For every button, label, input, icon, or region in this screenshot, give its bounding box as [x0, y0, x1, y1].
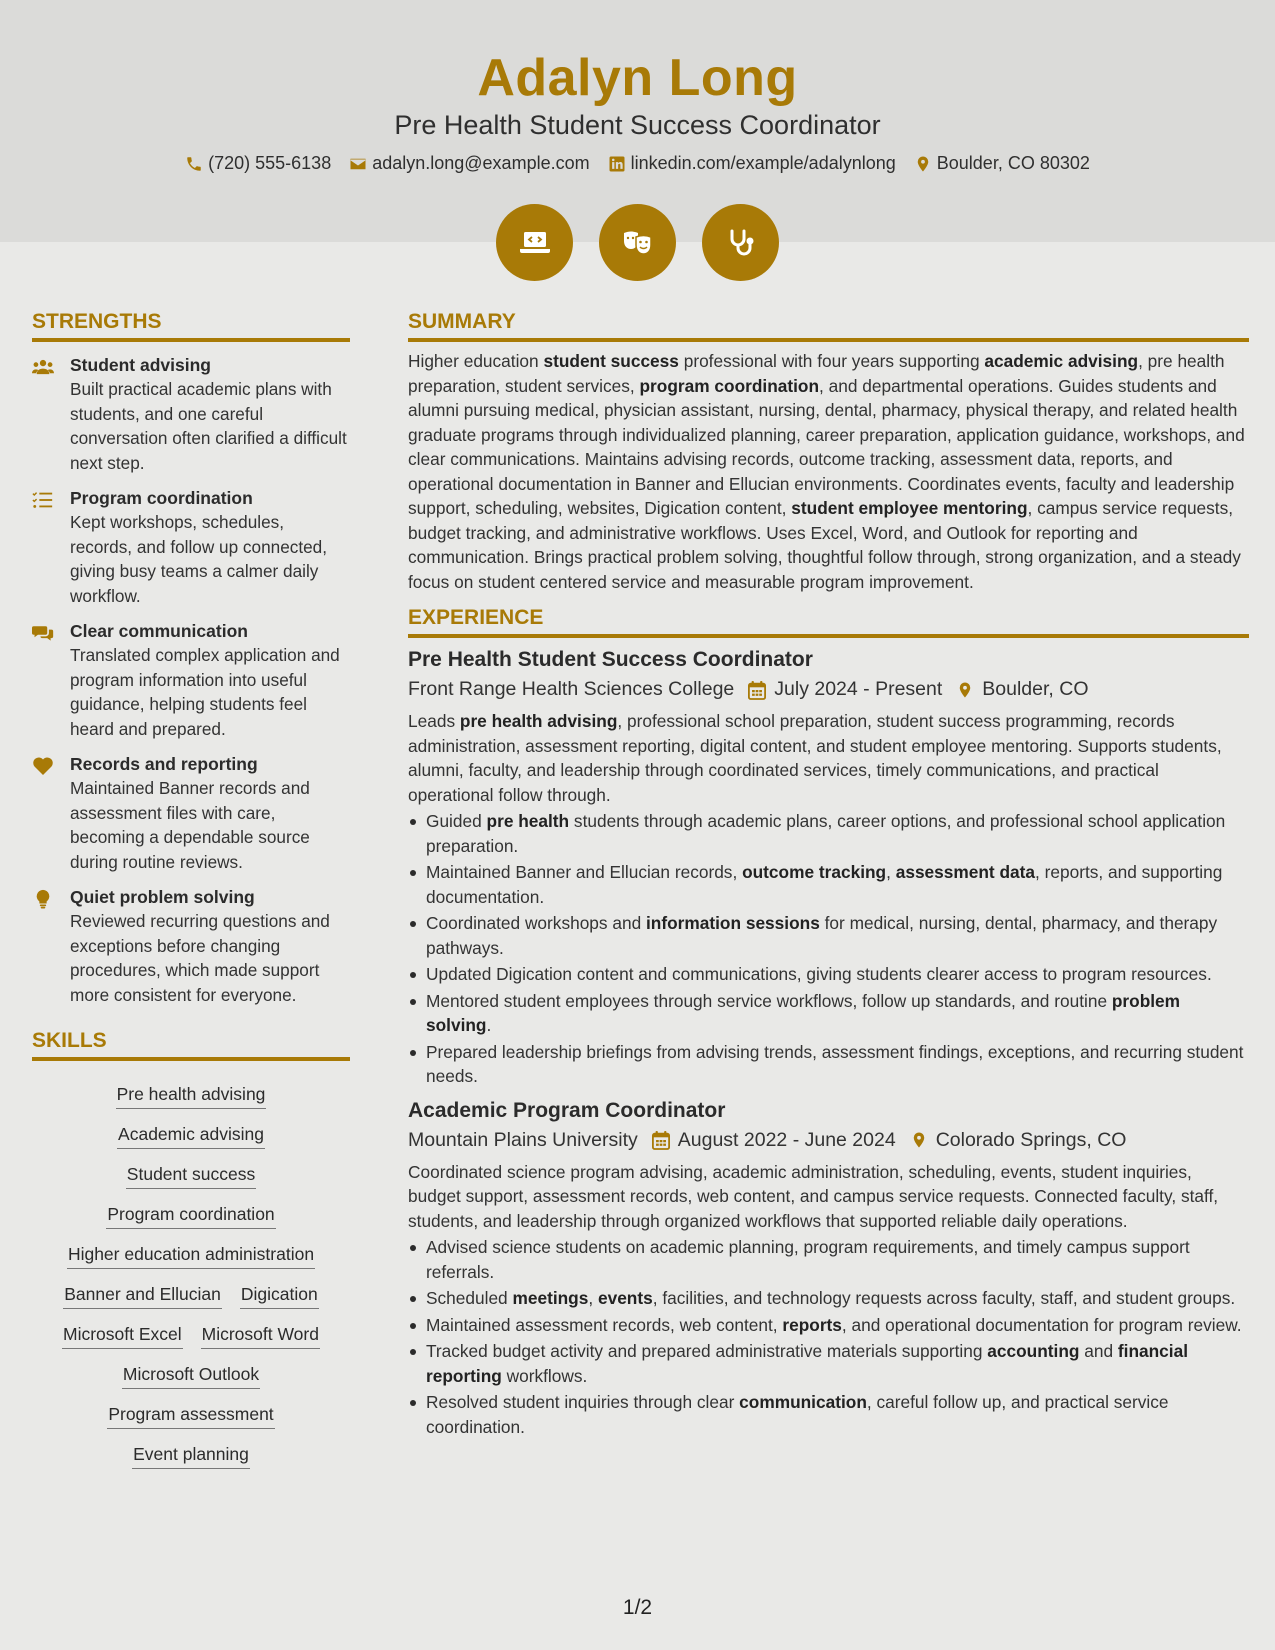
contact-bar [0, 153, 1275, 174]
strength-item [32, 753, 350, 874]
strength-title: Records and reporting [70, 754, 258, 774]
bold-text: assessment data [895, 862, 1036, 882]
text-run: , [588, 1288, 598, 1308]
skill-tag: Microsoft Excel [62, 1323, 183, 1349]
experience-list [408, 648, 1249, 1439]
calendar-icon [748, 680, 766, 700]
candidate-role: Pre Health Student Success Coordinator [394, 110, 881, 140]
badge-row [0, 204, 1275, 281]
summary-heading: SUMMARY [408, 310, 1249, 342]
text-run: Coordinated science program advising, academic administration, scheduling, events, student inquiries, budget support, assessment records, web content, and campus service requests. Connected faculty, staff, students, and leadership through organized workflows that supported reliable daily operations. [408, 1161, 1219, 1231]
skills-list [32, 1069, 350, 1469]
bullet-item [408, 860, 1249, 909]
bullet-item [408, 989, 1249, 1038]
text-run: , careful follow up, and practical service coordination. [426, 1392, 1169, 1437]
skill-tag: Banner and Ellucian [63, 1283, 222, 1309]
skill-tag: Student success [126, 1163, 256, 1189]
page-number: 1/2 [622, 1596, 653, 1619]
bullet-item [408, 1286, 1249, 1311]
bold-text: financial reporting [426, 1341, 1189, 1386]
strengths-heading: STRENGTHS [32, 310, 350, 342]
linkedin-icon [608, 155, 626, 173]
bold-text: program coordination [639, 375, 820, 396]
text-run: Updated Digication content and communications, giving students clearer access to program resources. [426, 964, 1212, 984]
job-bullets [408, 1235, 1249, 1439]
skill-row [32, 1243, 350, 1269]
strength-item [32, 886, 350, 1007]
skill-tag: Academic advising [117, 1123, 265, 1149]
skill-row [32, 1443, 350, 1469]
bold-text: problem solving [426, 990, 1181, 1035]
badge-theater [599, 204, 676, 281]
skill-row [32, 1163, 350, 1189]
skill-tag: Program assessment [107, 1403, 274, 1429]
skill-row [32, 1083, 350, 1109]
text-run: . [486, 1015, 492, 1035]
text-run: , facilities, and technology requests across faculty, staff, and student groups. [652, 1288, 1236, 1308]
text-run: , [886, 862, 896, 882]
bold-text: communication [739, 1392, 867, 1412]
text-run: Higher education [408, 351, 544, 371]
lightbulb-icon [32, 889, 54, 909]
strength-item [32, 354, 350, 475]
bullet-item [408, 1390, 1249, 1439]
location-pin-icon [956, 680, 974, 700]
text-run: Maintained Banner and Ellucian records, [426, 862, 743, 882]
stethoscope-icon [723, 225, 759, 261]
users-icon [32, 357, 54, 377]
text-run: students through academic plans, career options, and professional school application preparation. [426, 811, 1226, 856]
bullet-item [408, 809, 1249, 858]
bold-text: reports [782, 1314, 842, 1335]
bullet-item [408, 1313, 1249, 1338]
bold-text: academic advising [984, 351, 1139, 371]
calendar-icon [652, 1130, 670, 1150]
job-description [408, 1160, 1249, 1234]
text-run: workflows. [501, 1365, 588, 1386]
bullet-item [408, 911, 1249, 960]
skill-row [32, 1323, 350, 1349]
contact-location [914, 153, 1090, 174]
bold-text: outcome tracking [742, 862, 887, 882]
job-dates [652, 1129, 896, 1152]
location-pin-icon [910, 1130, 928, 1150]
skill-tag: Digication [240, 1283, 319, 1309]
bold-text: events [597, 1288, 653, 1308]
job-title: Academic Program Coordinator [408, 1098, 726, 1122]
strength-desc: Built practical academic plans with students, and one careful conversation often clarified a difficult next step. [70, 379, 347, 473]
envelope-icon [349, 155, 367, 173]
bullet-item [408, 1339, 1249, 1388]
linkedin-text: linkedin.com/example/adalynlong [630, 153, 896, 173]
bullet-item [408, 1235, 1249, 1284]
contact-email[interactable] [349, 153, 589, 174]
skill-row [32, 1403, 350, 1429]
text-run: Leads [408, 711, 460, 731]
strength-title: Student advising [70, 355, 211, 375]
contact-linkedin[interactable] [608, 153, 896, 174]
bold-text: student success [543, 351, 679, 371]
strength-desc: Reviewed recurring questions and exceptions before changing procedures, which made support more consistent for everyone. [70, 911, 330, 1005]
strength-desc: Kept workshops, schedules, records, and follow up connected, giving busy teams a calmer daily workflow. [70, 512, 328, 606]
phone-icon [185, 155, 203, 173]
job-location-text: Colorado Springs, CO [935, 1128, 1127, 1151]
job-dates-text: July 2024 - Present [774, 678, 943, 700]
text-run: , pre health preparation, student services, [408, 351, 1225, 396]
strength-item [32, 487, 350, 608]
skill-row [32, 1363, 350, 1389]
bold-text: information sessions [646, 913, 820, 933]
strength-desc: Maintained Banner records and assessment files with care, becoming a dependable source during routine reviews. [70, 778, 310, 872]
text-run: Guided [426, 811, 487, 831]
skill-row [32, 1123, 350, 1149]
experience-heading: EXPERIENCE [408, 606, 1249, 638]
left-column [32, 310, 350, 1469]
list-check-icon [32, 490, 54, 510]
job-meta [408, 678, 1249, 701]
strength-desc: Translated complex application and program information into useful guidance, helping students feel heard and prepared. [70, 645, 340, 739]
job-title: Pre Health Student Success Coordinator [408, 648, 813, 671]
bullet-item [408, 1040, 1249, 1089]
strength-title: Program coordination [70, 488, 253, 508]
job-bullets [408, 809, 1249, 1089]
job-dates-text: August 2022 - June 2024 [677, 1128, 896, 1151]
job-meta [408, 1129, 1249, 1152]
strength-title: Quiet problem solving [70, 887, 255, 907]
bold-text: accounting [987, 1341, 1080, 1361]
candidate-name: Adalyn Long [477, 49, 798, 107]
text-run: Maintained assessment records, web content, [426, 1314, 783, 1335]
skill-tag: Microsoft Outlook [122, 1363, 260, 1389]
bold-text: pre health advising [459, 711, 618, 731]
text-run: Resolved student inquiries through clear [426, 1392, 740, 1412]
job-entry [408, 648, 1249, 1089]
strength-item [32, 620, 350, 741]
phone-text: (720) 555-6138 [208, 153, 332, 173]
text-run: Advised science students on academic planning, program requirements, and timely campus support referrals. [426, 1237, 1190, 1282]
email-text: adalyn.long@example.com [372, 153, 590, 173]
skill-tag: Higher education administration [67, 1243, 315, 1269]
text-run: Tracked budget activity and prepared administrative materials supporting [426, 1341, 988, 1361]
skill-tag: Pre health advising [116, 1083, 267, 1109]
skill-tag: Microsoft Word [201, 1323, 320, 1349]
skills-heading: SKILLS [32, 1029, 350, 1061]
location-text: Boulder, CO 80302 [936, 153, 1090, 173]
bold-text: student employee mentoring [791, 498, 1028, 518]
right-column [408, 310, 1249, 1441]
job-description [408, 709, 1249, 807]
job-entry [408, 1099, 1249, 1440]
job-location [910, 1129, 1127, 1152]
text-run: , professional school preparation, student success programming, records administration, assessment reporting, digital content, and student employee mentoring. Supports students, alumni, faculty, and leadership through coordinated services, timely communications, and practical operational follow through. [408, 711, 1222, 805]
heart-icon [32, 756, 54, 776]
text-run: and [1079, 1341, 1118, 1361]
job-location [956, 678, 1088, 701]
skill-tag: Program coordination [106, 1203, 275, 1229]
skill-row [32, 1203, 350, 1229]
bold-text: meetings [512, 1288, 589, 1308]
strength-title: Clear communication [70, 621, 248, 641]
badge-laptop [496, 204, 573, 281]
skill-tag: Event planning [132, 1443, 250, 1469]
text-run: professional with four years supporting [678, 351, 985, 371]
masks-theater-icon [620, 225, 656, 261]
text-run: , campus service requests, budget tracking, and administrative workflows. Uses Excel, Word, and Outlook for reporting and communication. Brings practical problem solving, thoughtful follow through, strong organization, and a steady focus on student centered service and measurable program improvement. [408, 498, 1241, 592]
bullet-item [408, 962, 1249, 987]
contact-phone[interactable] [185, 153, 331, 174]
job-location-text: Boulder, CO [982, 678, 1089, 700]
text-run: for medical, nursing, dental, pharmacy, and therapy pathways. [426, 913, 1218, 958]
comments-icon [32, 623, 54, 643]
badge-stethoscope [702, 204, 779, 281]
text-run: , reports, and supporting documentation. [426, 862, 1223, 907]
job-org: Front Range Health Sciences College [408, 678, 735, 700]
text-run: Scheduled [426, 1288, 513, 1308]
job-org: Mountain Plains University [408, 1128, 638, 1151]
text-run: Coordinated workshops and [426, 913, 646, 933]
text-run: Mentored student employees through service workflows, follow up standards, and routine [426, 990, 1112, 1011]
job-dates [748, 678, 942, 701]
location-pin-icon [914, 155, 932, 173]
text-run: , and departmental operations. Guides students and alumni pursuing medical, physician assistant, nursing, dental, pharmacy, physical therapy, and related health graduate programs through individualized planning, career preparation, application guidance, workshops, and clear communications. Maintains advising records, outcome tracking, assessment data, reports, and operational documentation in Banner and Ellucian environments. Coordinates events, faculty and leadership support, scheduling, websites, Digication content, [408, 375, 1245, 518]
summary-text [408, 349, 1249, 594]
bold-text: pre health [486, 811, 570, 831]
text-run: Prepared leadership briefings from advising trends, assessment findings, exceptions, and recurring student needs. [426, 1041, 1244, 1086]
laptop-code-icon [517, 225, 553, 261]
text-run: , and operational documentation for program review. [841, 1314, 1242, 1335]
skill-row [32, 1283, 350, 1309]
